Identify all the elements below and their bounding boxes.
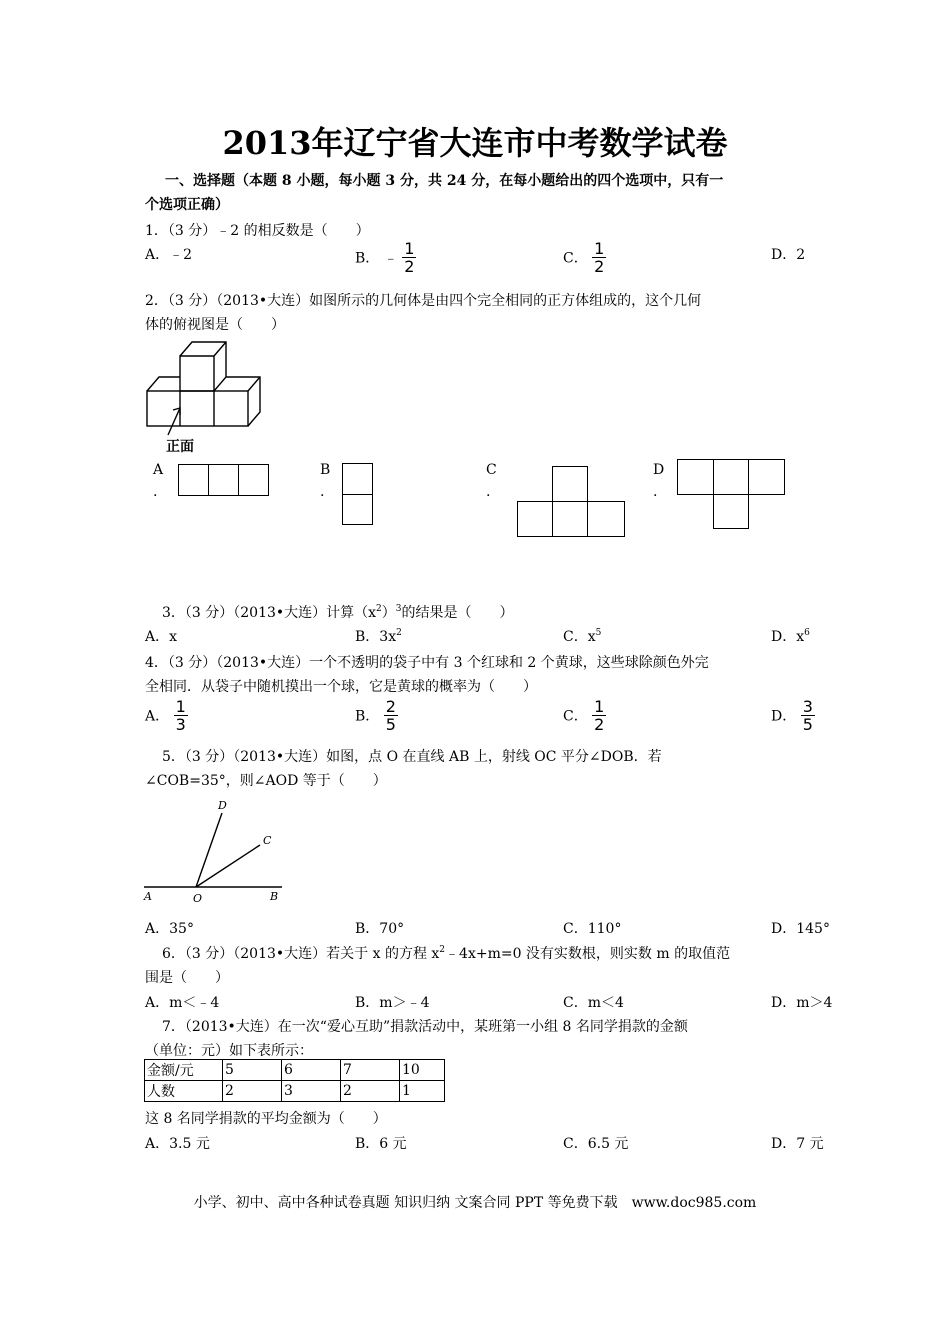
q5-d-label: D． xyxy=(771,921,797,937)
q3-exp1: 2 xyxy=(376,604,382,614)
bottom-row-front xyxy=(147,391,248,426)
q4-option-a xyxy=(145,698,188,733)
q6-option-c xyxy=(563,992,624,1012)
q6-stem-line2: 围是（ ） xyxy=(145,970,229,986)
right-cube-back xyxy=(226,377,260,426)
q6-stem-exp: 2 xyxy=(439,945,446,955)
donation-table xyxy=(144,1059,445,1102)
q1-b-fraction xyxy=(402,240,416,275)
point-d-label: D xyxy=(218,799,227,812)
table-row xyxy=(145,1060,445,1081)
q1-a-label: A． xyxy=(145,247,170,263)
table-cell: 2 xyxy=(223,1081,282,1102)
q5-d-value: 145° xyxy=(796,921,830,937)
q4-d-num: 3 xyxy=(802,697,813,716)
q6-d-label: D． xyxy=(771,995,797,1011)
q2-d-label: D xyxy=(653,462,665,478)
q3-option-c xyxy=(563,626,601,646)
table-cell: 人数 xyxy=(145,1081,223,1102)
q3-option-a xyxy=(145,626,177,646)
top-cube-edge xyxy=(214,342,226,356)
q4-stem-line1: 4．（3 分）（2013•大连）一个不透明的袋子中有 3 个红球和 2 个黄球，这些球除颜色外完 xyxy=(145,655,709,671)
q2-d-dot: . xyxy=(653,484,658,500)
q1-option-c xyxy=(563,240,606,275)
q2-c-square-2 xyxy=(552,501,588,537)
q6-d-value: m＞4 xyxy=(796,995,833,1011)
q6-b-value: m＞﹣4 xyxy=(379,995,430,1011)
q5-b-label: B． xyxy=(355,921,380,937)
q3-b-base: 3x xyxy=(379,629,397,645)
q1-option-a xyxy=(145,244,192,264)
table-cell: 10 xyxy=(400,1060,445,1081)
front-arrow xyxy=(168,408,180,435)
q4-a-den: 3 xyxy=(175,715,186,734)
q3-option-d xyxy=(771,626,810,646)
q4-b-label: B． xyxy=(355,708,380,725)
q6-a-value: m＜﹣4 xyxy=(169,995,220,1011)
q2-stem-line2: 体的俯视图是（ ） xyxy=(145,317,285,333)
q7-c-label: C． xyxy=(563,1136,588,1152)
q3-stem xyxy=(162,602,514,622)
q1-b-num: 1 xyxy=(404,239,415,258)
q2-a-square-1 xyxy=(178,464,209,496)
q3-d-label: D． xyxy=(771,629,797,645)
page-footer: 小学、初中、高中各种试卷真题 知识归纳 文案合同 PPT 等免费下载 www.doc985.com xyxy=(193,1195,757,1211)
q4-option-c xyxy=(563,698,606,733)
q4-a-num: 1 xyxy=(175,697,186,716)
q4-d-label: D． xyxy=(771,708,797,725)
q1-c-label: C． xyxy=(563,250,588,267)
q3-a-value: x xyxy=(169,629,178,645)
page-title: 2013年辽宁省大连市中考数学试卷 xyxy=(222,124,728,162)
q2-b-square-2 xyxy=(342,494,373,525)
q4-option-d xyxy=(771,698,815,733)
front-label: 正面 xyxy=(166,439,194,455)
q5-stem-line1: 5．（3 分）（2013•大连）如图，点 O 在直线 AB 上，射线 OC 平分∠DOB．若 xyxy=(162,749,662,765)
q4-c-num: 1 xyxy=(594,697,605,716)
q2-c-square-1 xyxy=(517,501,553,537)
q4-b-fraction xyxy=(384,698,398,733)
q3-c-base: x xyxy=(587,629,596,645)
q3-a-label: A． xyxy=(145,629,170,645)
section-heading-line2: 个选项正确） xyxy=(145,197,229,213)
q6-c-value: m＜4 xyxy=(587,995,624,1011)
q5-option-d xyxy=(771,918,830,938)
q5-a-label: A． xyxy=(145,921,170,937)
q2-d-square-1 xyxy=(677,459,714,495)
q7-option-c xyxy=(563,1133,628,1153)
q6-stem-line1 xyxy=(162,943,730,963)
q2-d-square-3 xyxy=(748,459,785,495)
table-cell: 6 xyxy=(282,1060,341,1081)
q5-option-a xyxy=(145,918,194,938)
left-cube-top xyxy=(147,377,180,391)
q5-a-value: 35° xyxy=(169,921,194,937)
q7-b-value: 6 元 xyxy=(379,1136,407,1152)
q3-stem-pre: 3．（3 分）（2013•大连）计算（x xyxy=(162,605,377,621)
q4-b-num: 2 xyxy=(385,697,396,716)
q1-b-sign: ﹣ xyxy=(383,250,398,267)
q7-a-value: 3.5 元 xyxy=(169,1136,210,1152)
q1-b-den: 2 xyxy=(404,257,415,276)
q1-d-value: 2 xyxy=(796,247,806,263)
point-a-label: A xyxy=(144,890,152,903)
q1-d-label: D． xyxy=(771,247,797,263)
q4-d-den: 5 xyxy=(802,715,813,734)
q4-stem-line2: 全相同．从袋子中随机摸出一个球，它是黄球的概率为（ ） xyxy=(145,679,537,695)
q6-b-label: B． xyxy=(355,995,380,1011)
q6-option-a xyxy=(145,992,219,1012)
q6-option-d xyxy=(771,992,832,1012)
q3-exp2: 3 xyxy=(395,604,402,614)
q6-stem-pre: 6．（3 分）（2013•大连）若关于 x 的方程 x xyxy=(162,946,440,962)
q2-d-square-bottom xyxy=(713,494,749,529)
q7-d-label: D． xyxy=(771,1136,797,1152)
q5-c-label: C． xyxy=(563,921,588,937)
q1-c-num: 1 xyxy=(594,239,605,258)
table-row xyxy=(145,1081,445,1102)
q7-c-value: 6.5 元 xyxy=(587,1136,629,1152)
q3-c-label: C． xyxy=(563,629,588,645)
q3-stem-mid: ） xyxy=(381,605,396,621)
q7-option-b xyxy=(355,1133,407,1153)
ray-oc xyxy=(196,845,260,887)
q2-a-square-3 xyxy=(238,464,269,496)
q4-a-fraction xyxy=(174,698,188,733)
table-cell: 7 xyxy=(341,1060,400,1081)
q6-option-b xyxy=(355,992,429,1012)
q1-stem: 1．（3 分）﹣2 的相反数是（ ） xyxy=(145,223,370,239)
q2-b-label: B xyxy=(320,462,331,478)
q7-option-a xyxy=(145,1133,210,1153)
q1-option-d xyxy=(771,244,805,264)
q5-option-c xyxy=(563,918,621,938)
q7-stem-line3: 这 8 名同学捐款的平均金额为（ ） xyxy=(145,1111,387,1127)
q3-option-b xyxy=(355,626,402,646)
q3-c-exp: 5 xyxy=(595,628,602,638)
q2-c-label: C xyxy=(486,462,497,478)
q5-stem-line2: ∠COB=35°，则∠AOD 等于（ ） xyxy=(145,773,387,789)
table-cell: 2 xyxy=(341,1081,400,1102)
q5-b-value: 70° xyxy=(379,921,405,937)
q5-option-b xyxy=(355,918,404,938)
q7-option-d xyxy=(771,1133,824,1153)
q4-c-fraction xyxy=(592,698,606,733)
q6-a-label: A． xyxy=(145,995,170,1011)
point-o-label: O xyxy=(193,892,203,905)
q6-c-label: C． xyxy=(563,995,588,1011)
q1-b-label: B． xyxy=(355,250,380,267)
q7-stem-line1: 7．（2013•大连）在一次“爱心互助”捐款活动中，某班第一小组 8 名同学捐款的金额 xyxy=(162,1019,688,1035)
q2-c-square-3 xyxy=(587,501,625,537)
point-b-label: B xyxy=(270,890,279,903)
q2-c-square-top xyxy=(552,466,588,502)
point-c-label: C xyxy=(263,834,272,847)
q3-d-exp: 6 xyxy=(804,628,810,638)
table-cell: 1 xyxy=(400,1081,445,1102)
q3-stem-post: 的结果是（ ） xyxy=(401,605,514,621)
right-cube-edge xyxy=(248,377,260,391)
q1-a-value: ﹣2 xyxy=(169,247,193,263)
table-cell: 金额/元 xyxy=(145,1060,223,1081)
q2-cube-figure xyxy=(140,338,270,458)
q3-b-label: B． xyxy=(355,629,380,645)
table-cell: 3 xyxy=(282,1081,341,1102)
q3-d-base: x xyxy=(796,629,805,645)
q6-stem-post: ﹣4x+m=0 没有实数根，则实数 m 的取值范 xyxy=(445,946,731,962)
q2-a-label: A xyxy=(153,462,164,478)
q7-d-value: 7 元 xyxy=(796,1136,824,1152)
q2-stem-line1: 2．（3 分）（2013•大连）如图所示的几何体是由四个完全相同的正方体组成的，这个几何 xyxy=(145,293,702,309)
q4-option-b xyxy=(355,698,398,733)
q2-b-square-1 xyxy=(342,463,373,495)
q7-a-label: A． xyxy=(145,1136,170,1152)
q4-b-den: 5 xyxy=(385,715,396,734)
q3-b-exp: 2 xyxy=(396,628,402,638)
ray-od xyxy=(196,813,222,887)
q1-option-b xyxy=(355,240,416,275)
q2-c-dot: . xyxy=(486,484,491,500)
q5-angle-figure xyxy=(140,795,290,910)
q4-a-label: A． xyxy=(145,708,170,725)
q5-c-value: 110° xyxy=(587,921,622,937)
q4-c-label: C． xyxy=(563,708,588,725)
top-cube-front xyxy=(180,356,214,391)
section-heading-line1: 一、选择题（本题 8 小题，每小题 3 分，共 24 分，在每小题给出的四个选项中，只有一 xyxy=(165,173,724,189)
q7-stem-line2: （单位：元）如下表所示： xyxy=(145,1043,313,1059)
table-cell: 5 xyxy=(223,1060,282,1081)
q1-c-fraction xyxy=(592,240,606,275)
q7-b-label: B． xyxy=(355,1136,380,1152)
q2-d-square-2 xyxy=(713,459,749,495)
q2-a-dot: . xyxy=(153,484,158,500)
q4-c-den: 2 xyxy=(594,715,605,734)
q4-d-fraction xyxy=(801,698,815,733)
q2-b-dot: . xyxy=(320,484,325,500)
q1-c-den: 2 xyxy=(594,257,605,276)
q2-a-square-2 xyxy=(208,464,239,496)
